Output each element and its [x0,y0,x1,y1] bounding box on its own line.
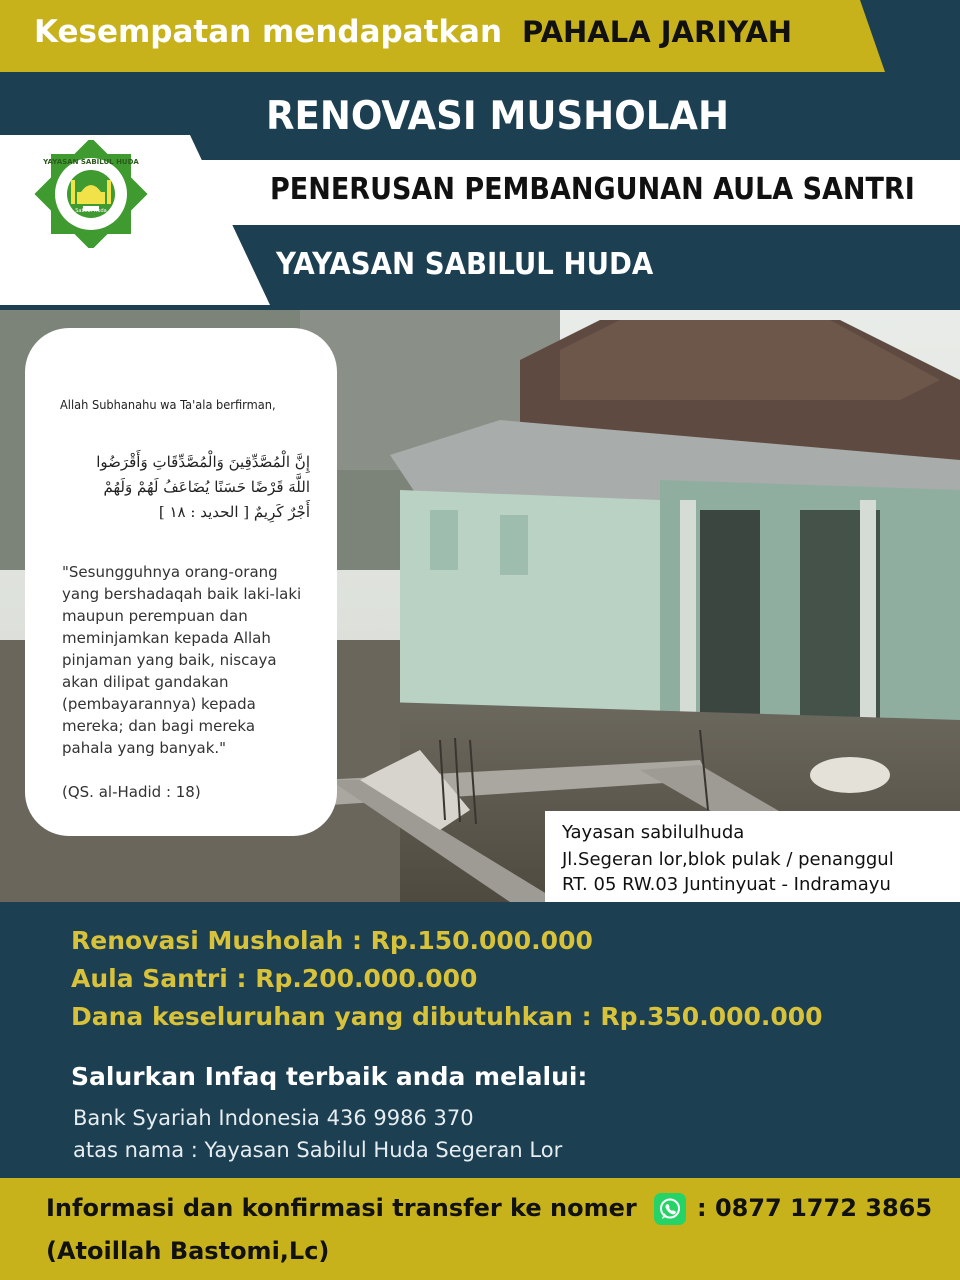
logo-inner-text: Sabilul Huda [75,208,107,214]
whatsapp-icon[interactable] [654,1193,686,1225]
footer-phone[interactable]: : 0877 1772 3865 [697,1194,933,1222]
donation-heading: Salurkan Infaq terbaik anda melalui: [71,1062,588,1091]
footer-info: Informasi dan konfirmasi transfer ke nomer [46,1194,637,1222]
quote-intro: Allah Subhanahu wa Ta'ala berfirman, [60,398,276,412]
cost-total: Dana keseluruhan yang dibutuhkan : Rp.350.000.000 [71,1002,823,1031]
bank-account: Bank Syariah Indonesia 436 9986 370 [73,1106,474,1130]
cost-aula: Aula Santri : Rp.200.000.000 [71,964,478,993]
quote-translation: "Sesungguhnya orang-orang yang bershadaqah baik laki-laki maupun perempuan dan meminjamkan kepada Allah pinjaman yang baik, niscaya akan dilipat gandakan (pembayarannya) kepada mereka; dan bagi mereka pahala yang banyak." [62,563,302,757]
mosque-star-logo [28,140,154,248]
sub-title: PENERUSAN PEMBANGUNAN AULA SANTRI [270,172,915,207]
arabic-line: أَجْرٌ كَرِيمٌ [ الحديد : ١٨ ] [158,503,310,521]
logo-ring-text: YAYASAN SABILUL HUDA [43,158,139,166]
main-title: RENOVASI MUSHOLAH [266,94,729,139]
address-line-region: RT. 05 RW.03 Juntinyuat - Indramayu [562,874,891,895]
address-line-name: Yayasan sabilulhuda [562,822,745,843]
arabic-line: اللَّهَ قَرْضًا حَسَنًا يُضَاعَفُ لَهُمْ وَلَهُمْ [103,478,310,496]
quote-source: (QS. al-Hadid : 18) [62,783,201,801]
address-line-street: Jl.Segeran lor,blok pulak / penanggul [562,849,894,870]
banner-highlight-text: PAHALA JARIYAH [522,15,793,49]
quote-arabic-verse [40,450,310,525]
banner-lead-text: Kesempatan mendapatkan [34,14,503,50]
footer-contact-name: (Atoillah Bastomi,Lc) [46,1237,330,1265]
organization-title: YAYASAN SABILUL HUDA [276,247,654,282]
arabic-line: إِنَّ الْمُصَّدِّقِينَ وَالْمُصَّدِّقَاتِ وَأَقْرَضُوا [96,453,310,471]
cost-musholah: Renovasi Musholah : Rp.150.000.000 [71,926,593,955]
account-name: atas nama : Yayasan Sabilul Huda Segeran Lor [73,1138,563,1162]
